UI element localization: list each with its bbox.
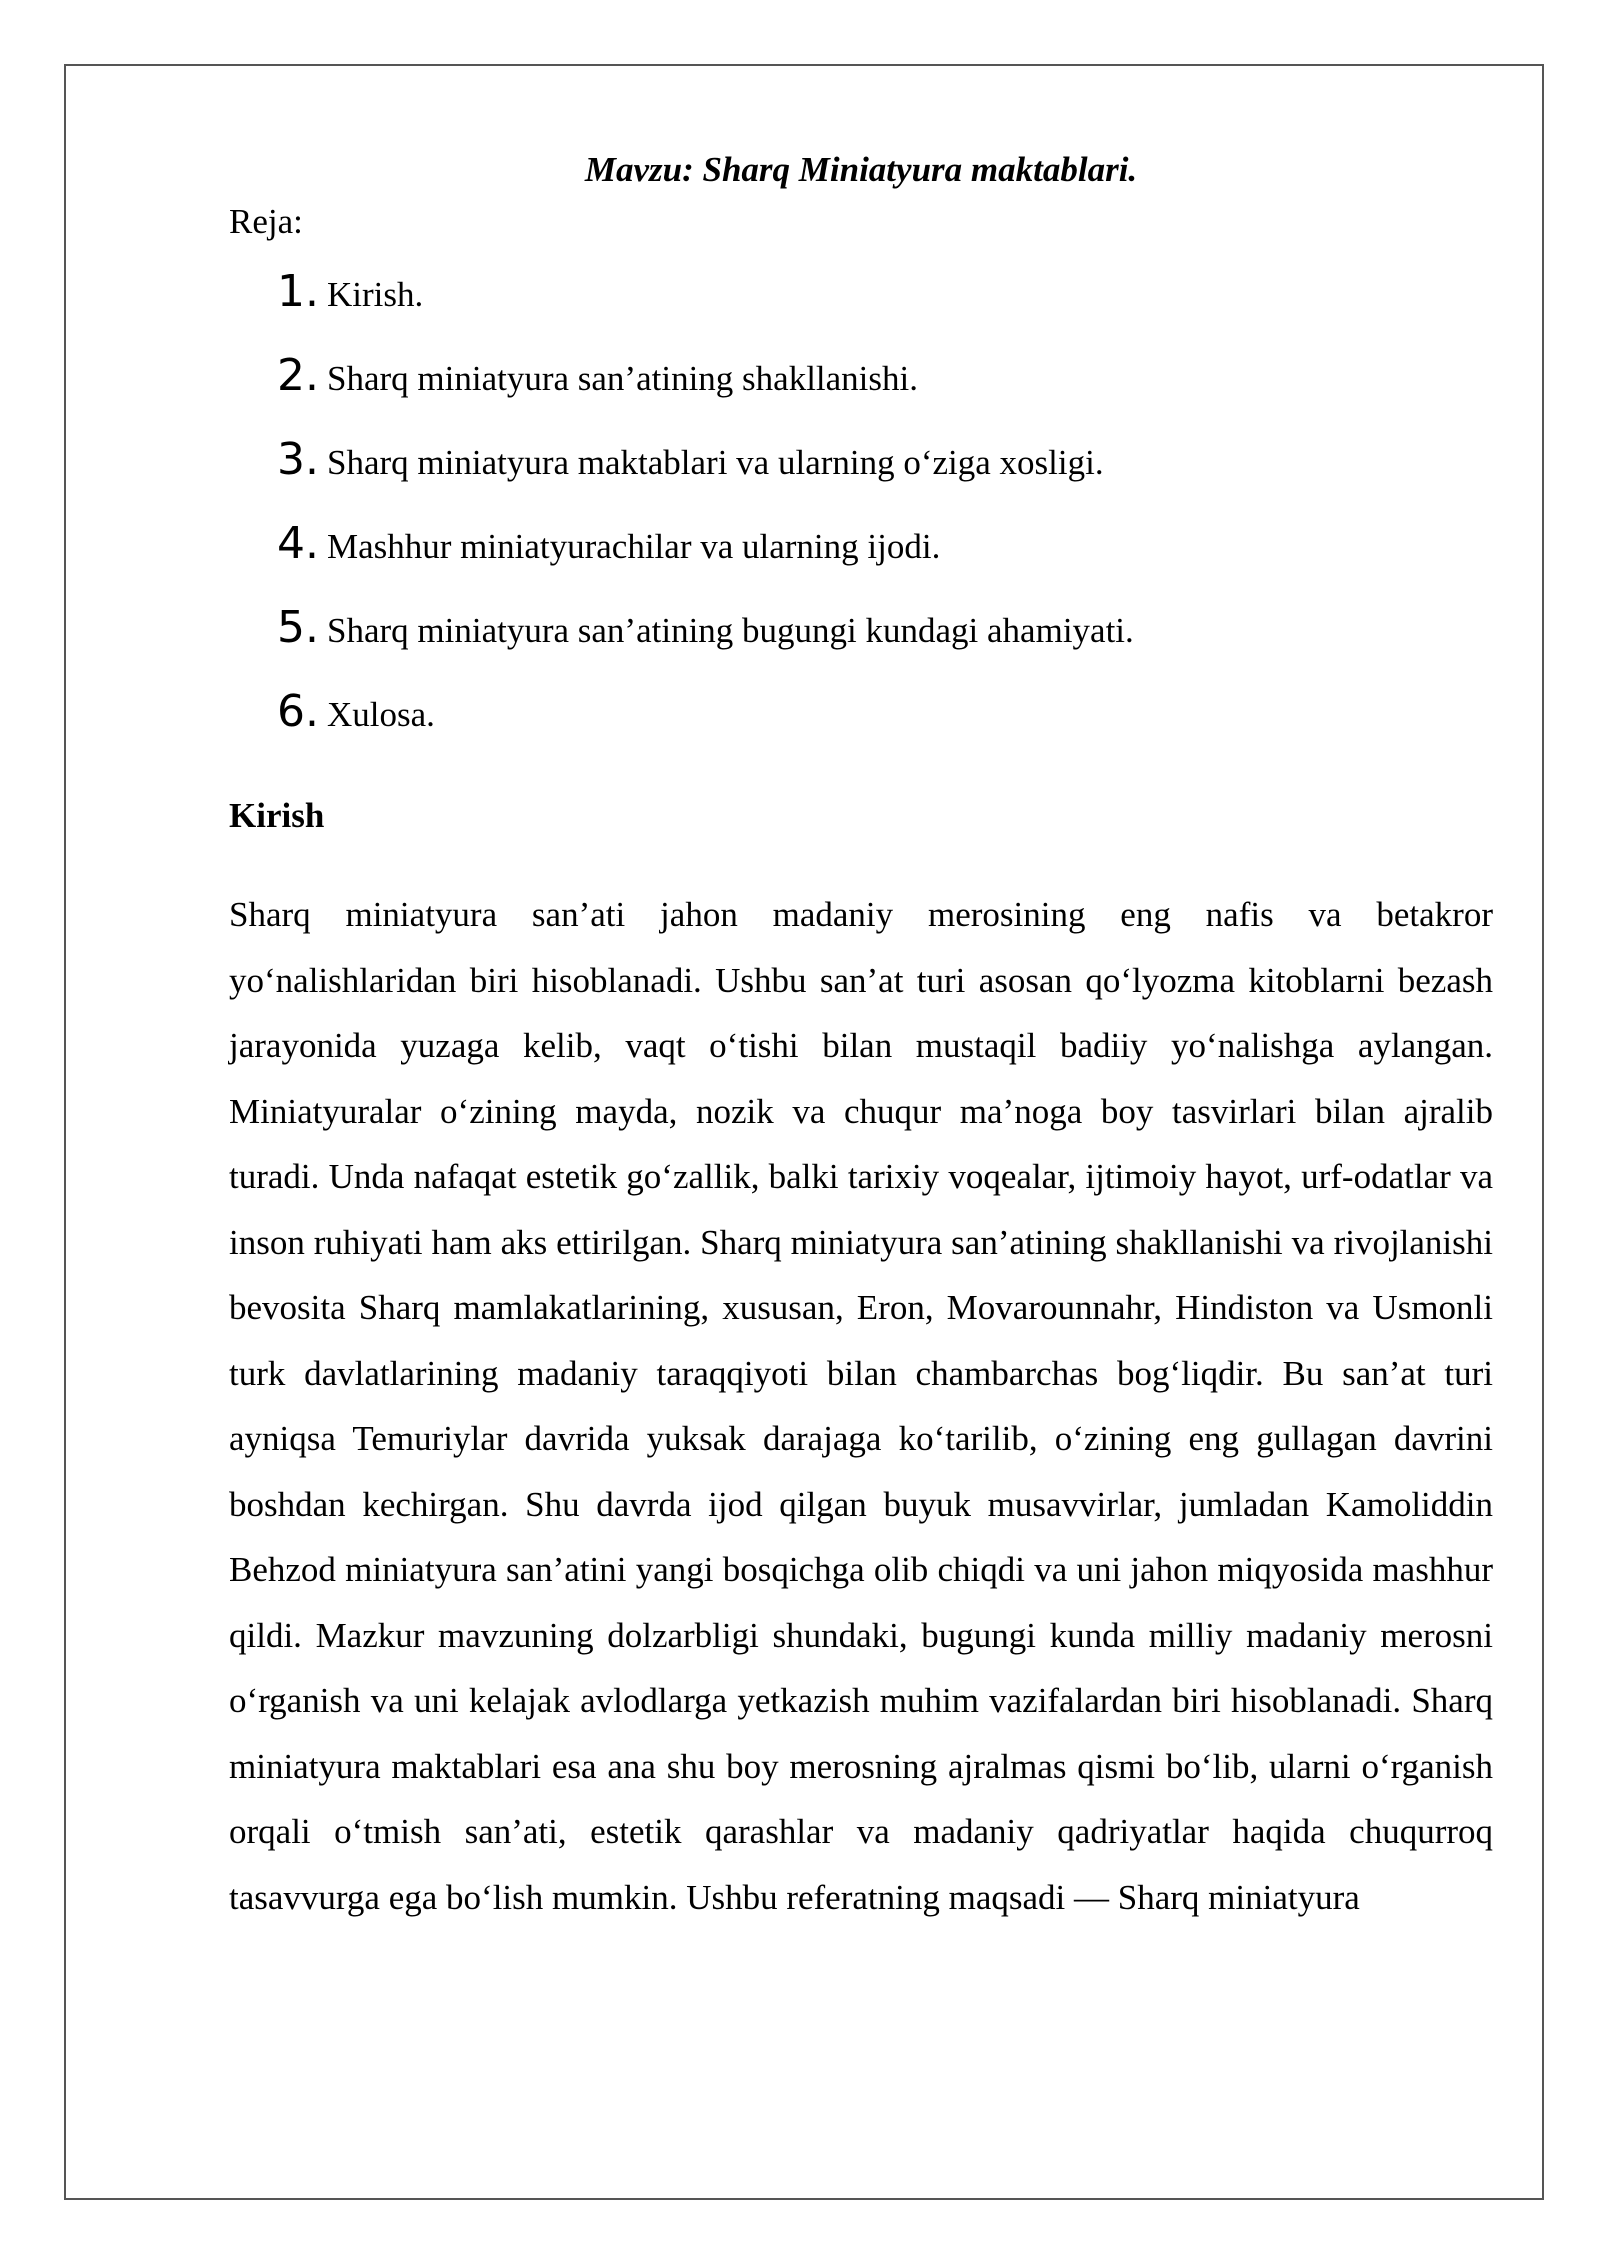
- plan-item-text: Mashhur miniatyurachilar va ularning ijodi.: [327, 527, 941, 566]
- plan-item-number: 5.: [277, 602, 319, 653]
- plan-item-text: Sharq miniatyura maktablari va ularning o‘ziga xosligi.: [327, 443, 1104, 482]
- document-content: [229, 148, 1493, 1930]
- section-heading-introduction: Kirish: [229, 796, 325, 835]
- plan-item: [277, 350, 1493, 434]
- plan-item-text: Xulosa.: [327, 695, 435, 734]
- plan-item-number: 1.: [277, 266, 319, 317]
- plan-item: [277, 686, 1493, 770]
- plan-item-number: 4.: [277, 518, 319, 569]
- introduction-paragraph: Sharq miniatyura san’ati jahon madaniy merosining eng nafis va betakror yo‘nalishlaridan biri hisoblanadi. Ushbu san’at turi asosan qo‘lyozma kitoblarni bezash jarayonida yuzaga kelib, vaqt o‘tishi bilan mustaqil badiiy yo‘nalishga aylangan. Miniatyuralar o‘zining mayda, nozik va chuqur ma’noga boy tasvirlari bilan ajralib turadi. Unda nafaqat estetik go‘zallik, balki tarixiy voqealar, ijtimoiy hayot, urf-odatlar va inson ruhiyati ham aks ettirilgan. Sharq miniatyura san’atining shakllanishi va rivojlanishi bevosita Sharq mamlakatlarining, xususan, Eron, Movarounnahr, Hindiston va Usmonli turk davlatlarining madaniy taraqqiyoti bilan chambarchas bog‘liqdir. Bu san’at turi ayniqsa Temuriylar davrida yuksak darajaga ko‘tarilib, o‘zining eng gullagan davrini boshdan kechirgan. Shu davrda ijod qilgan buyuk musavvirlar, jumladan Kamoliddin Behzod miniatyura san’atini yangi bosqichga olib chiqdi va uni jahon miqyosida mashhur qildi. Mazkur mavzuning dolzarbligi shundaki, bugungi kunda milliy madaniy merosni o‘rganish va uni kelajak avlodlarga yetkazish muhim vazifalardan biri hisoblanadi. Sharq miniatyura maktablari esa ana shu boy merosning ajralmas qismi bo‘lib, ularni o‘rganish orqali o‘tmish san’ati, estetik qarashlar va madaniy qadriyatlar haqida chuqurroq tasavvurga ega bo‘lish mumkin. Ushbu referatning maqsadi — Sharq miniatyura: [229, 895, 1493, 1917]
- plan-item-number: 3.: [277, 434, 319, 485]
- plan-item-text: Sharq miniatyura san’atining shakllanishi.: [327, 359, 919, 398]
- plan-label: Reja:: [229, 202, 303, 241]
- plan-item: [277, 602, 1493, 686]
- plan-list: [229, 266, 1493, 770]
- plan-item-text: Sharq miniatyura san’atining bugungi kundagi ahamiyati.: [327, 611, 1134, 650]
- plan-item: [277, 518, 1493, 602]
- plan-item-number: 2.: [277, 350, 319, 401]
- plan-item-text: Kirish.: [327, 275, 424, 314]
- plan-item: [277, 434, 1493, 518]
- plan-item-number: 6.: [277, 686, 319, 737]
- document-title: Mavzu: Sharq Miniatyura maktablari.: [584, 150, 1138, 189]
- plan-item: [277, 266, 1493, 350]
